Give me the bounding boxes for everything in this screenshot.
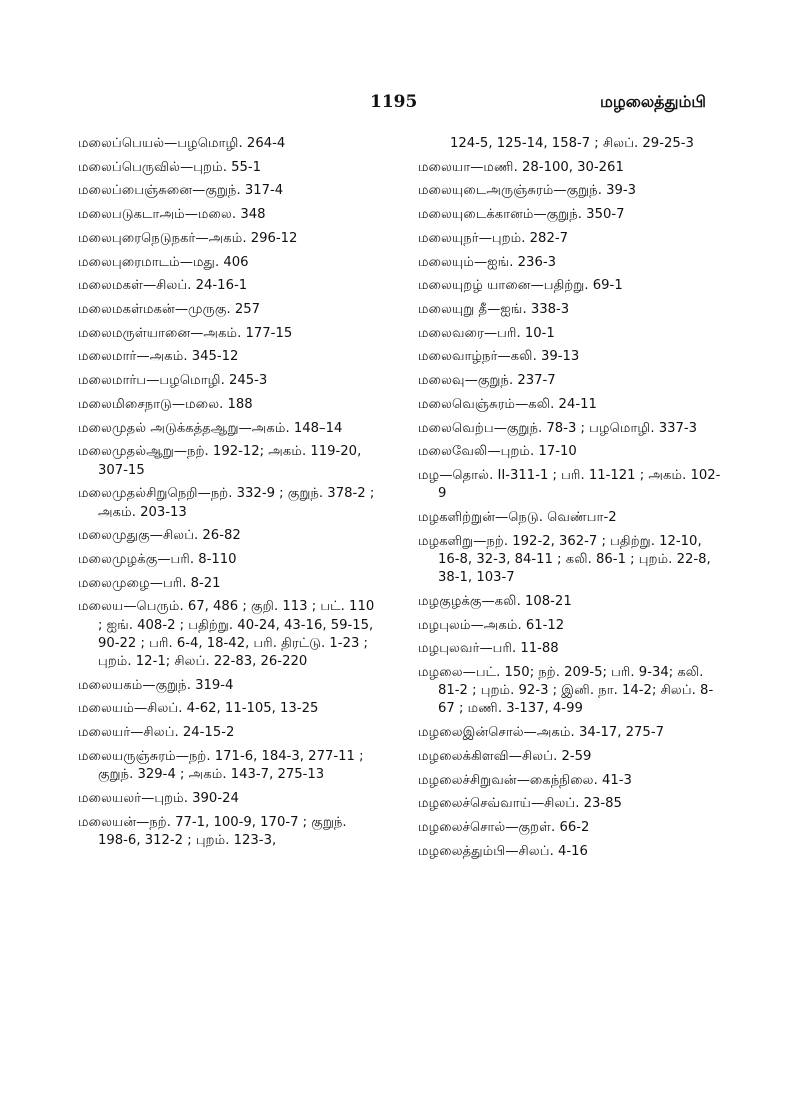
index-entry: மலைவெற்ப—குறுந். 78-3 ; பழமொழி. 337-3: [418, 420, 698, 436]
index-entry: மலையன்—நற். 77-1, 100-9, 170-7 ; குறுந். 198-6, 312-2 ; புறம். 123-3,: [78, 814, 347, 848]
index-entry: மலைபுரைநெடுநகர்—அகம். 296-12: [78, 230, 298, 246]
page-number: 1195: [370, 92, 418, 112]
index-entry: மலையும்—ஐங். 236-3: [418, 254, 556, 270]
index-entry: மலையுநர்—புறம். 282-7: [418, 230, 568, 246]
index-entry: மழலைச்சொல்—குறள். 66-2: [418, 820, 590, 836]
index-entry: மழலைக்கிளவி—சிலப். 2-59: [418, 748, 592, 764]
index-entry: மலைவரை—பரி. 10-1: [418, 325, 555, 341]
index-entry: மலைவேலி—புறம். 17-10: [418, 444, 577, 460]
index-entry: மலைமார்ப—பழமொழி. 245-3: [78, 373, 268, 389]
index-entry: மலைப்பைஞ்சுனை—குறுந். 317-4: [78, 183, 284, 199]
right-column: [418, 135, 726, 867]
index-entry: மழபுலம்—அகம். 61-12: [418, 617, 565, 633]
index-entry: மழகளிற்றுன்—நெடு. வெண்பா-2: [418, 510, 617, 525]
continued-entry: 124-5, 125-14, 158-7 ; சிலப். 29-25-3: [450, 136, 694, 151]
index-entry: மலையுறு தீ—ஐங். 338-3: [418, 302, 570, 318]
index-entry: மழலைத்தும்பி—சிலப். 4-16: [418, 843, 588, 859]
index-entry: மழலைஇன்சொல்—அகம். 34-17, 275-7: [418, 725, 664, 741]
index-entry: மலையுடைக்கானம்—குறுந். 350-7: [418, 207, 625, 223]
index-entry: மலையுறழ் யானை—பதிற்று. 69-1: [418, 278, 623, 294]
index-entry: மழ—தொல். II-311-1 ; பரி. 11-121 ; அகம். 102-9: [418, 468, 721, 502]
index-entry: மலைமுதல்சிறுநெறி—நற். 332-9 ; குறுந். 378-2 ; அகம். 203-13: [78, 486, 375, 520]
index-entry: மலைவெஞ்சுரம்—கலி. 24-11: [418, 396, 597, 412]
index-entry: மலையருஞ்சுரம்—நற். 171-6, 184-3, 277-11 ; குறுந். 329-4 ; அகம். 143-7, 275-13: [78, 748, 364, 783]
index-entry: மலைமருள்யானை—அகம். 177-15: [78, 325, 293, 341]
index-entry: மலைமகள்—சிலப். 24-16-1: [78, 278, 248, 294]
index-entry: மழலைச்சிறுவன்—கைந்நிலை. 41-3: [418, 772, 632, 788]
index-entry: மலையலர்—புறம். 390-24: [78, 790, 239, 806]
index-entry: மலைவாழ்நர்—கலி. 39-13: [418, 349, 580, 365]
index-entry: மழலை—பட். 150; நற். 209-5; பரி. 9-34; கலி. 81-2 ; புறம். 92-3 ; இனி. நா. 14-2; சிலப். 8-67 ; மணி. 3-137, 4-99: [418, 665, 714, 717]
index-entry: மலைமகள்மகன்—முருகு. 257: [78, 302, 261, 318]
index-entry: மலையம்—சிலப். 4-62, 11-105, 13-25: [78, 701, 319, 717]
index-entry: மலைபுரைமாடம்—மது. 406: [78, 254, 249, 270]
index-entry: மலைவு—குறுந். 237-7: [418, 373, 556, 389]
index-entry: மலைபடுகடாஅம்—மலை. 348: [78, 207, 266, 223]
index-entry: மலைமுதல் அடுக்கத்தஆறு—அகம். 148–14: [78, 420, 343, 436]
index-entry: மழகளிறு—நற். 192-2, 362-7 ; பதிற்று. 12-10, 16-8, 32-3, 84-11 ; கலி. 86-1 ; புறம். 22-8, 38-1, 103-7: [418, 533, 711, 586]
index-entry: மழகுழக்கு—கலி. 108-21: [418, 593, 572, 609]
index-entry: மலைமுதுகு—சிலப். 26-82: [78, 528, 241, 544]
index-entry: மலைப்பெயல்—பழமொழி. 264-4: [78, 136, 286, 151]
index-entry: மலைமுழக்கு—பரி. 8-110: [78, 551, 237, 567]
index-entry: மலையர்—சிலப். 24-15-2: [78, 725, 235, 741]
index-entry: மழபுலவர்—பரி. 11-88: [418, 641, 559, 657]
index-entry: மலையகம்—குறுந். 319-4: [78, 677, 234, 693]
index-entry: மழலைச்செவ்வாய்—சிலப். 23-85: [418, 796, 622, 812]
index-entry: மலைமிசைநாடு—மலை. 188: [78, 396, 253, 412]
index-entry: மலைமுழை—பரி. 8-21: [78, 575, 221, 591]
index-entry: மலைப்பெருவில்—புறம். 55-1: [78, 159, 262, 175]
index-entry: மலைமுதல்ஆறு—நற். 192-12; அகம். 119-20, 307-15: [78, 444, 362, 478]
index-entry: மலைமார்—அகம். 345-12: [78, 349, 239, 365]
index-entry: மலையுடைஅருஞ்சுரம்—குறுந். 39-3: [418, 183, 637, 199]
left-column: [78, 135, 376, 856]
running-head: மழலைத்தும்பி: [600, 92, 706, 111]
index-entry: மலைய—பெரும். 67, 486 ; குறி. 113 ; பட். 110 ; ஐங். 408-2 ; பதிற்று. 40-24, 43-16, 59-15, 90-22 ; பரி. 6-4, 18-42, பரி. திரட்டு. 1-23 ; புறம். 12-1; சிலப். 22-83, 26-220: [78, 599, 375, 670]
index-entry: மலையா—மணி. 28-100, 30-261: [418, 159, 624, 175]
